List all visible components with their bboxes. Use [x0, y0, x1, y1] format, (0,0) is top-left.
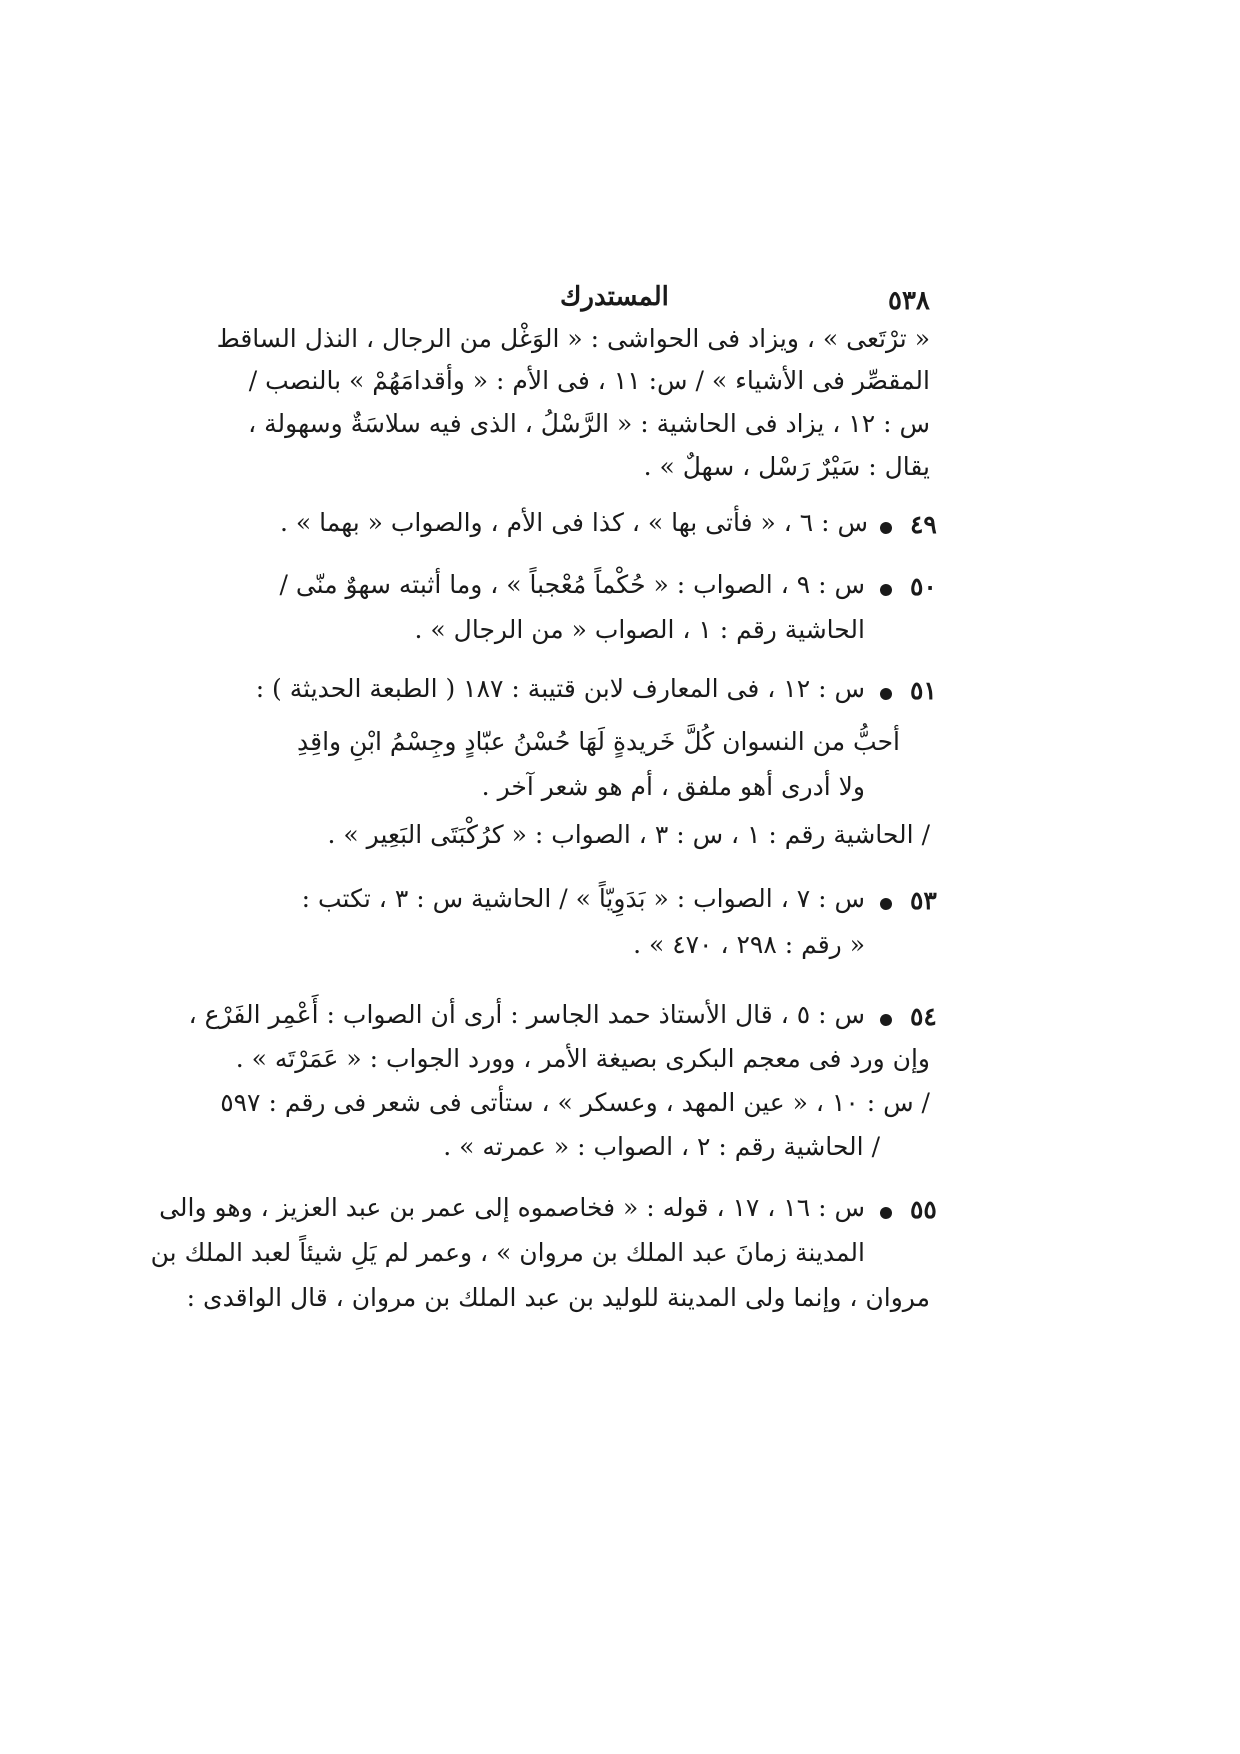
text-line: مروان ، وإنما ولى المدينة للوليد بن عبد الملك بن مروان ، قال الواقدى :: [186, 1283, 930, 1312]
bullet-icon: [880, 522, 892, 534]
text-line: س : ١٦ ، ١٧ ، قوله : « فخاصموه إلى عمر بن عبد العزيز ، وهو والى: [159, 1193, 865, 1222]
text-line: / الحاشية رقم : ١ ، س : ٣ ، الصواب : « كرُكْبَتَى البَعِير » .: [327, 820, 930, 849]
text-line: المقصِّر فى الأشياء » / س: ١١ ، فى الأم : « وأقدامَهُمْ » بالنصب /: [248, 366, 930, 395]
text-line: يقال : سَيْرٌ رَسْل ، سهلٌ » .: [643, 452, 930, 481]
entry-number: ٤٩: [910, 510, 937, 539]
entry-number: ٥١: [910, 676, 937, 705]
text-line: وإن ورد فى معجم البكرى بصيغة الأمر ، وورد الجواب : « عَمَرْتَه » .: [235, 1044, 930, 1073]
bullet-icon: [880, 898, 892, 910]
text-line: الحاشية رقم : ١ ، الصواب « من الرجال » .: [414, 615, 865, 644]
entry-number: ٥٠: [910, 572, 937, 601]
verse-line: أحبُّ من النسوان كُلَّ خَريدةٍ لَهَا حُسْنُ عبّادٍ وجِسْمُ ابْنِ واقِدِ: [297, 727, 900, 756]
text-line: س : ٥ ، قال الأستاذ حمد الجاسر : أرى أن الصواب : أَعْمِر الفَرْع ،: [188, 1000, 865, 1029]
bullet-icon: [880, 688, 892, 700]
text-line: س : ٦ ، « فأتى بها » ، كذا فى الأم ، والصواب « بهما » .: [280, 508, 868, 537]
entry-number: ٥٣: [910, 886, 937, 915]
running-title: المستدرك: [560, 282, 669, 312]
bullet-icon: [880, 584, 892, 596]
text-line: « ترْتَعى » ، ويزاد فى الحواشى : « الوَغْل من الرجال ، النذل الساقط: [216, 324, 930, 353]
text-line: س : ٧ ، الصواب : « بَدَوِيّاً » / الحاشية س : ٣ ، تكتب :: [301, 884, 865, 913]
page-number: ٥٣٨: [888, 286, 930, 316]
entry-number: ٥٥: [910, 1195, 937, 1224]
text-line: س : ١٢ ، يزاد فى الحاشية : « الرَّسْلُ ، الذى فيه سلاسَةٌ وسهولة ،: [248, 409, 930, 438]
text-line: المدينة زمانَ عبد الملك بن مروان » ، وعمر لم يَلِ شيئاً لعبد الملك بن: [150, 1238, 865, 1267]
text-line: / س : ١٠ ، « عين المهد ، وعسكر » ، ستأتى فى شعر فى رقم : ٥٩٧: [220, 1088, 930, 1117]
bullet-icon: [880, 1014, 892, 1026]
text-line: « رقم : ٢٩٨ ، ٤٧٠ » .: [633, 930, 865, 959]
text-line: ولا أدرى أهو ملفق ، أم هو شعر آخر .: [481, 772, 865, 801]
text-line: س : ٩ ، الصواب : « حُكْماً مُعْجباً » ، وما أثبته سهوٌ منّى /: [279, 570, 865, 599]
text-line: س : ١٢ ، فى المعارف لابن قتيبة : ١٨٧ ( الطبعة الحديثة ) :: [255, 674, 865, 703]
entry-number: ٥٤: [910, 1002, 937, 1031]
bullet-icon: [880, 1207, 892, 1219]
text-line: / الحاشية رقم : ٢ ، الصواب : « عمرته » .: [443, 1132, 880, 1161]
